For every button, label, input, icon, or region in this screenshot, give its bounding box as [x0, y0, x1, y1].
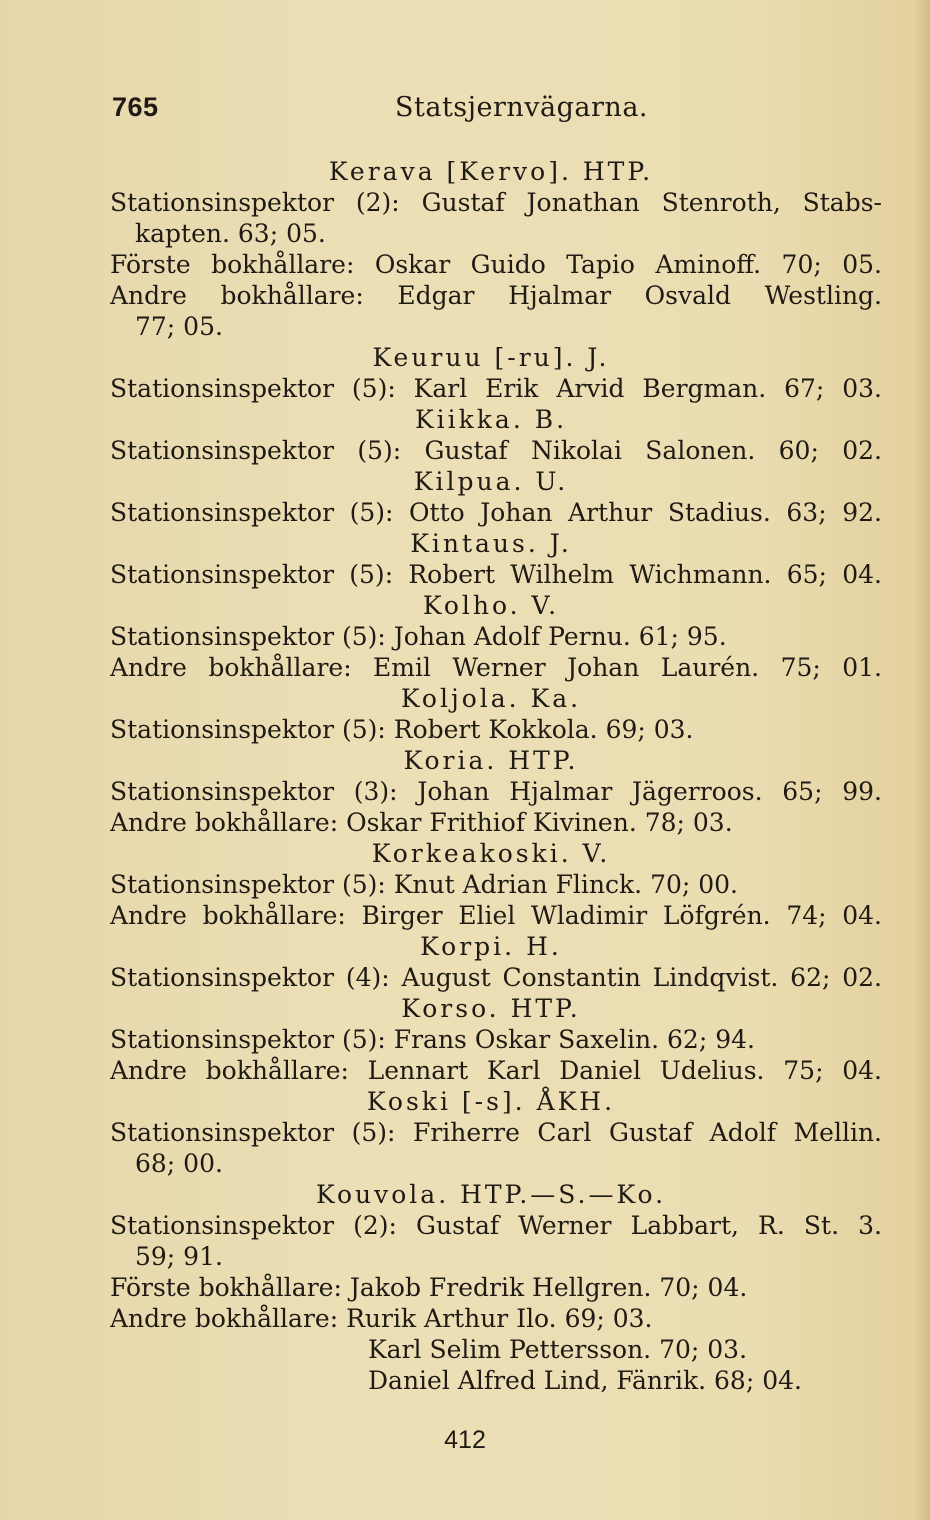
station-heading: Koljola. Ka. [400, 684, 582, 713]
station-heading: Kerava [Kervo]. HTP. [328, 157, 654, 186]
signature-mark: 412 [444, 1426, 486, 1454]
entry-line: Stationsinspektor (5): Frans Oskar Saxelin. 62; 94. [110, 1025, 755, 1054]
entry-line: Stationsinspektor (5): Karl Erik Arvid Bergman. 67; 03. [110, 374, 882, 403]
entry-line: Andre bokhållare: Edgar Hjalmar Osvald Westling. [110, 281, 882, 310]
entry-line: Stationsinspektor (5): Otto Johan Arthur Stadius. 63; 92. [110, 498, 882, 527]
station-heading: Kolho. V. [422, 591, 560, 620]
entry-continuation: 77; 05. [135, 312, 223, 341]
entry-line: Förste bokhållare: Oskar Guido Tapio Aminoff. 70; 05. [110, 250, 882, 279]
entry-line: Andre bokhållare: Rurik Arthur Ilo. 69; 03. [110, 1304, 653, 1333]
station-heading: Kiikka. B. [414, 405, 568, 434]
entry-line: Stationsinspektor (5): Friherre Carl Gustaf Adolf Mellin. [110, 1118, 882, 1147]
entry-line: Andre bokhållare: Lennart Karl Daniel Udelius. 75; 04. [110, 1056, 882, 1085]
station-heading: Koria. HTP. [403, 746, 579, 775]
station-listing [110, 156, 882, 1396]
entry-line: Andre bokhållare: Oskar Frithiof Kivinen. 78; 03. [110, 808, 733, 837]
entry-line: Stationsinspektor (2): Gustaf Werner Labbart, R. St. 3. [110, 1211, 882, 1240]
entry-line: Stationsinspektor (5): Robert Wilhelm Wichmann. 65; 04. [110, 560, 882, 589]
station-heading: Koski [-s]. ÅKH. [366, 1087, 616, 1116]
station-heading: Kouvola. HTP.—S.—Ko. [315, 1180, 667, 1209]
entry-line: Stationsinspektor (5): Knut Adrian Flinck. 70; 00. [110, 870, 739, 899]
entry-line: Förste bokhållare: Jakob Fredrik Hellgren. 70; 04. [110, 1273, 748, 1302]
entry-line: Stationsinspektor (3): Johan Hjalmar Jägerroos. 65; 99. [110, 777, 882, 806]
running-title: Statsjernvägarna. [395, 92, 649, 123]
entry-sub-line: Daniel Alfred Lind, Fänrik. 68; 04. [368, 1366, 802, 1395]
page-edge [914, 0, 930, 1520]
station-heading: Korso. HTP. [401, 994, 581, 1023]
entry-line: Stationsinspektor (5): Robert Kokkola. 69; 03. [110, 715, 694, 744]
entry-continuation: kapten. 63; 05. [135, 219, 326, 248]
entry-sub-line: Karl Selim Pettersson. 70; 03. [368, 1335, 748, 1364]
station-heading: Kintaus. J. [410, 529, 572, 558]
running-header [112, 92, 882, 132]
station-heading: Korpi. H. [420, 932, 562, 961]
entry-line: Stationsinspektor (5): Gustaf Nikolai Salonen. 60; 02. [110, 436, 882, 465]
entry-line: Stationsinspektor (2): Gustaf Jonathan Stenroth, Stabs- [110, 188, 882, 217]
entry-line: Andre bokhållare: Emil Werner Johan Laurén. 75; 01. [110, 653, 882, 682]
entry-line: Andre bokhållare: Birger Eliel Wladimir Löfgrén. 74; 04. [110, 901, 882, 930]
entry-line: Stationsinspektor (5): Johan Adolf Pernu. 61; 95. [110, 622, 727, 651]
station-heading: Keuruu [-ru]. J. [372, 343, 610, 372]
page-number: 765 [112, 92, 159, 122]
entry-line: Stationsinspektor (4): August Constantin Lindqvist. 62; 02. [110, 963, 882, 992]
station-heading: Kilpua. U. [413, 467, 569, 496]
station-heading: Korkeakoski. V. [371, 839, 611, 868]
entry-continuation: 68; 00. [135, 1149, 223, 1178]
entry-continuation: 59; 91. [135, 1242, 223, 1271]
